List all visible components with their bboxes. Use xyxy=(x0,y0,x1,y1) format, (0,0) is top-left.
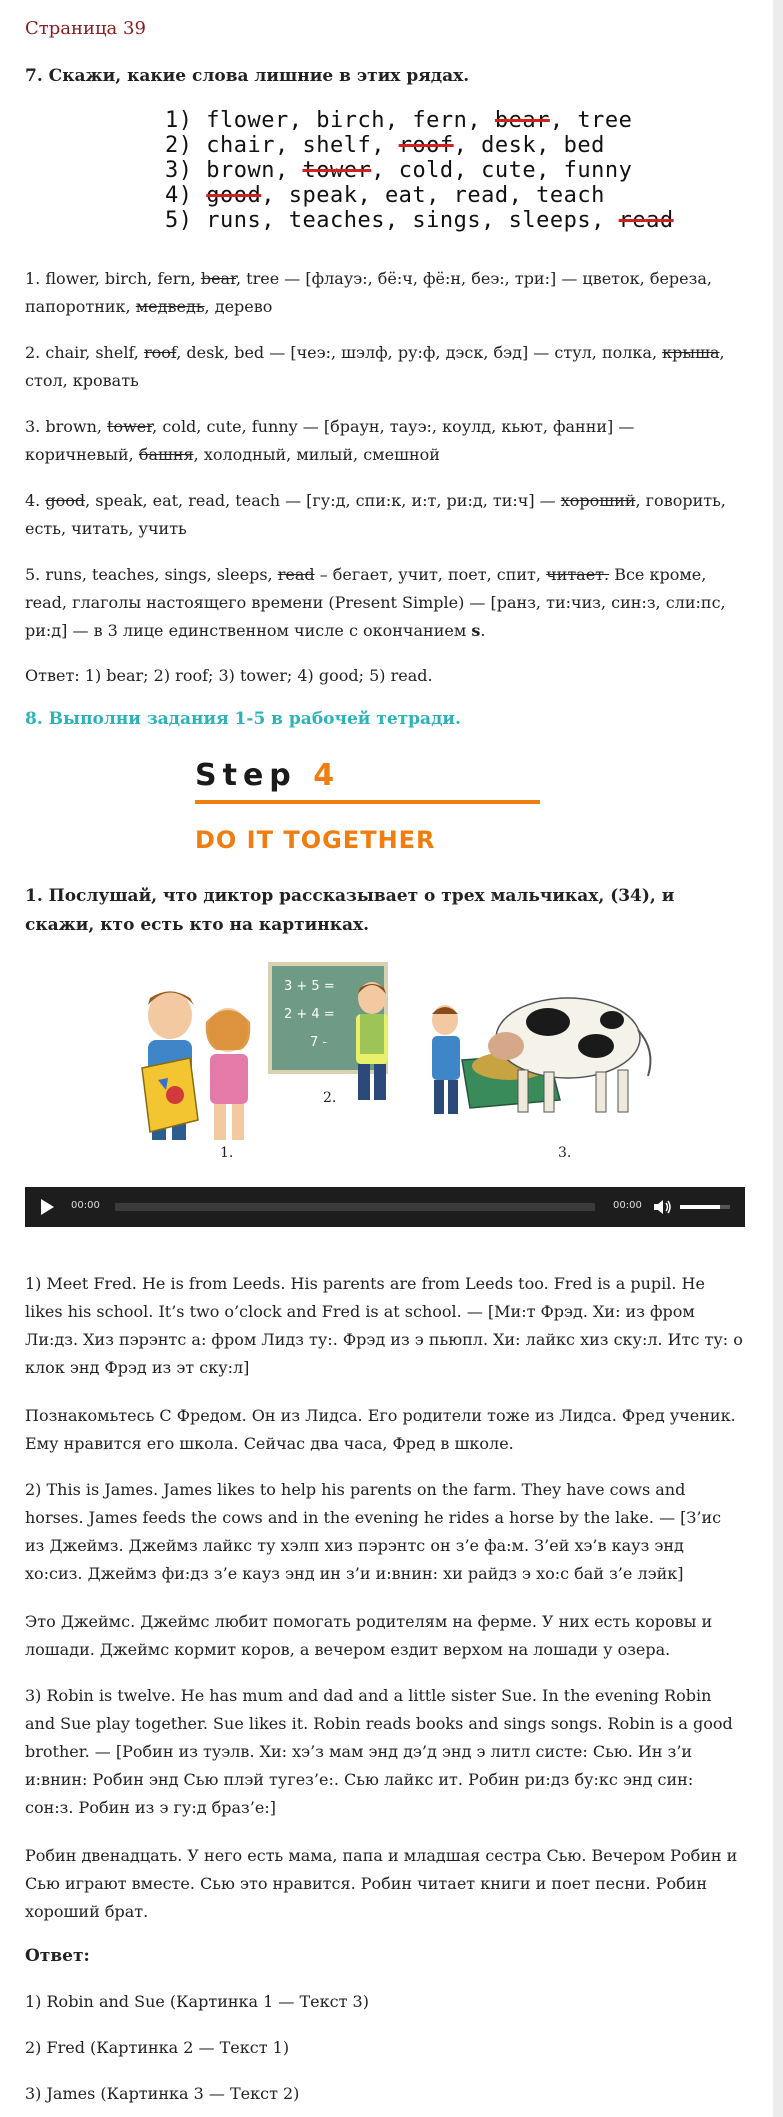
progress-track[interactable] xyxy=(115,1203,595,1211)
answer-paragraph-2: 2. chair, shelf, roof, desk, bed — [чеэ:, шэлф, ру:ф, дэск, бэд] — стул, полка, крыша, стол, кровать xyxy=(25,343,725,390)
step-underline xyxy=(195,800,540,804)
picture-label-1: 1. xyxy=(220,1145,234,1161)
task-8-title: 8. Выполни задания 1-5 в рабочей тетради. xyxy=(25,709,461,729)
blackboard-line: 3 + 5 = xyxy=(284,979,335,994)
answer-paragraph-4: 4. good, speak, eat, read, teach — [гу:д, спи:к, и:т, ри:д, ти:ч] — хороший, говорить, есть, читать, учить xyxy=(25,491,726,538)
volume-slider[interactable] xyxy=(680,1205,730,1209)
answer-paragraph-1: 1. flower, birch, fern, bear, tree — [флауэ:, бё:ч, фё:н, беэ:, три:] — цветок, береза, папоротник, медведь, дерево xyxy=(25,269,712,316)
picture-label-3: 3. xyxy=(558,1145,572,1161)
current-time: 00:00 xyxy=(71,1200,100,1211)
text-paragraph: Робин двенадцать. У него есть мама, папа и младшая сестра Сью. Вечером Робин и Сью играют вместе. Сью это нравится. Робин читает книги и поет песни. Робин хороший брат. xyxy=(25,1846,738,1921)
exercise-row: 1) flower, birch, fern, bear, tree xyxy=(165,108,633,133)
page-title: Страница 39 xyxy=(25,18,146,39)
odd-word: tower xyxy=(302,158,372,183)
illustration xyxy=(0,950,783,1180)
odd-word: good xyxy=(206,183,262,208)
final-answer: Ответ: 1) bear; 2) roof; 3) tower; 4) good; 5) read. xyxy=(25,666,433,685)
odd-word: bear xyxy=(494,108,550,133)
duration-time: 00:00 xyxy=(613,1200,642,1211)
picture-label-2: 2. xyxy=(323,1090,337,1106)
volume-icon[interactable] xyxy=(654,1200,672,1214)
odd-word: roof xyxy=(398,133,454,158)
text-paragraph: Это Джеймс. Джеймс любит помогать родителям на ферме. У них есть коровы и лошади. Джеймс кормит коров, а вечером ездит верхом на лошади у озера. xyxy=(25,1612,713,1659)
text-paragraph: 2) This is James. James likes to help his parents on the farm. They have cows and horses. James feeds the cows and in the evening he rides a horse by the lake. — [З’ис из Джеймз. Джеймз лайкс ту хэлп хиз пэрэнтс он з’е фа:м. З’ей хэ’в кауз энд хо:сиз. Джеймз фи:дз з’е кауз энд ин з’и и:внин: хи райдз э хо:с бай з’е лэйк] xyxy=(25,1480,722,1583)
exercise-row: 2) chair, shelf, roof, desk, bed xyxy=(165,133,605,158)
boy-feeding-cow-picture xyxy=(432,998,650,1114)
exercise-row: 4) good, speak, eat, read, teach xyxy=(165,183,605,208)
task-7-title: 7. Скажи, какие слова лишние в этих рядах. xyxy=(25,66,470,86)
step-heading: Step 4 xyxy=(195,758,341,793)
text-paragraph: Познакомьтесь С Фредом. Он из Лидса. Его родители тоже из Лидса. Фред ученик. Ему нравится его школа. Сейчас два часа, Фред в школе. xyxy=(25,1406,736,1453)
final-answer-item: 1) Robin and Sue (Картинка 1 — Текст 3) xyxy=(25,1992,369,2011)
step-subtitle: DO IT TOGETHER xyxy=(195,826,436,854)
answer-paragraph-5: 5. runs, teaches, sings, sleeps, read – бегает, учит, поет, спит, читает. Все кроме, read, глаголы настоящего времени (Present Simple) — [ранз, ти:чиз, син:з, сли:пс, ри:д] — в 3 лице единственном числе с окончанием s. xyxy=(25,565,726,640)
exercise-row: 5) runs, teaches, sings, sleeps, read xyxy=(165,208,674,233)
blackboard-line: 2 + 4 = xyxy=(284,1007,335,1022)
text-paragraph: 3) Robin is twelve. He has mum and dad and a little sister Sue. In the evening Robin and Sue play together. Sue likes it. Robin reads books and sings songs. Robin is a good brother. — [Робин из туэлв. Хи: хэ’з мам энд дэ’д энд э литл систе: Сью. Ин з’и и:внин: Робин энд Сью плэй тугез’е:. Сью лайкс ит. Робин ри:дз бу:кс энд син: сон:з. Робин из э гу:д браз’е:] xyxy=(25,1686,733,1817)
kids-reading-picture xyxy=(142,991,250,1140)
play-icon[interactable] xyxy=(41,1199,54,1215)
final-answer-item: 2) Fred (Картинка 2 — Текст 1) xyxy=(25,2038,290,2057)
answer-heading: Ответ: xyxy=(25,1946,90,1966)
odd-word: read xyxy=(618,208,674,233)
blackboard-line: 7 - xyxy=(310,1035,328,1050)
final-answer-item: 3) James (Картинка 3 — Текст 2) xyxy=(25,2084,300,2103)
audio-player xyxy=(25,1187,745,1227)
text-paragraph: 1) Meet Fred. He is from Leeds. His parents are from Leeds too. Fred is a pupil. He likes his school. It’s two o’clock and Fred is at school. — [Ми:т Фрэд. Хи: из фром Ли:дз. Хиз пэрэнтс а: фром Лидз ту:. Фрэд из э пьюпл. Хи: лайкс хиз ску:л. Итс ту: о клок энд Фрэд из эт ску:л] xyxy=(25,1274,743,1377)
boy-blackboard-picture xyxy=(270,964,388,1100)
exercise-row: 3) brown, tower, cold, cute, funny xyxy=(165,158,633,183)
answer-paragraph-3: 3. brown, tower, cold, cute, funny — [браун, тауэ:, коулд, кьют, фанни] — коричневый, башня, холодный, милый, смешной xyxy=(25,417,635,464)
listen-task-title: 1. Послушай, что диктор рассказывает о трех мальчиках, (34), и скажи, кто есть кто на картинках. xyxy=(25,886,675,935)
exercise-list xyxy=(165,108,674,233)
